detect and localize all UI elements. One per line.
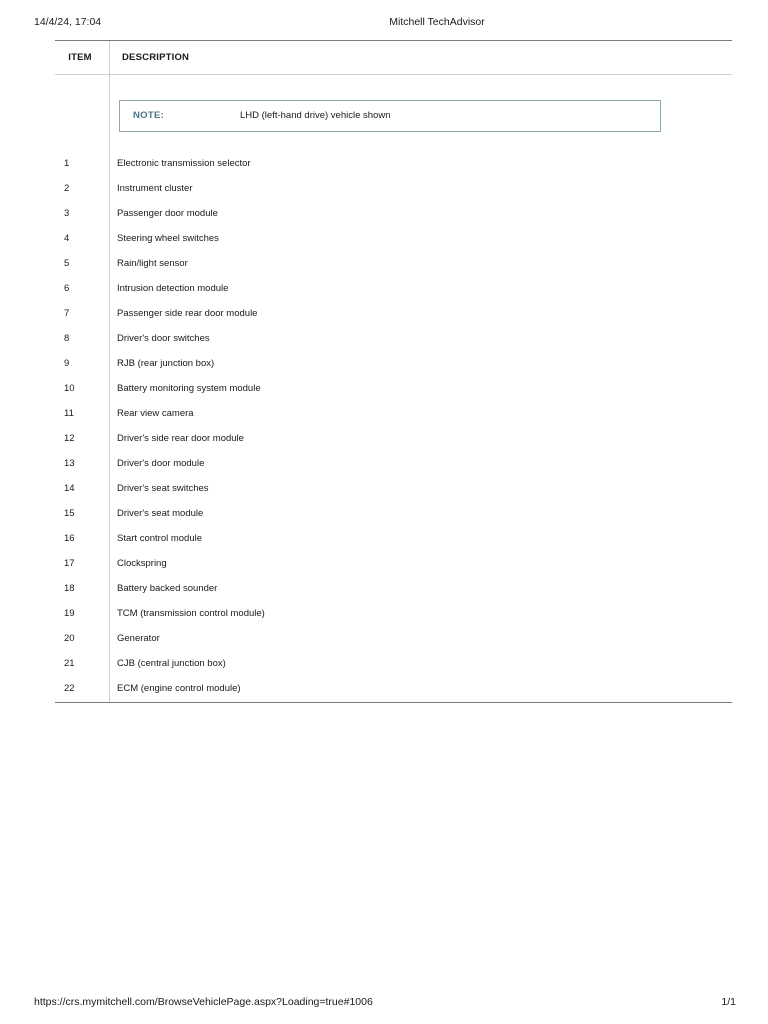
item-description: Electronic transmission selector	[117, 158, 251, 169]
table-row	[55, 404, 732, 429]
table-row	[55, 504, 732, 529]
item-number: 2	[64, 183, 70, 194]
note-box	[119, 100, 661, 132]
item-description: Driver's seat switches	[117, 483, 209, 494]
item-description: CJB (central junction box)	[117, 658, 226, 669]
item-description: Passenger side rear door module	[117, 308, 258, 319]
column-header-description: DESCRIPTION	[122, 52, 190, 63]
item-number: 19	[64, 608, 75, 619]
table-header-row	[55, 41, 732, 75]
table-row	[55, 429, 732, 454]
table-row	[55, 354, 732, 379]
table-row	[55, 479, 732, 504]
item-description: Battery monitoring system module	[117, 383, 261, 394]
item-number: 12	[64, 433, 75, 444]
table-row	[55, 554, 732, 579]
table-row	[55, 629, 732, 654]
table-row	[55, 579, 732, 604]
page-url: https://crs.mymitchell.com/BrowseVehiclePage.aspx?Loading=true#1006	[34, 996, 373, 1008]
item-number: 9	[64, 358, 70, 369]
item-number: 8	[64, 333, 70, 344]
item-description: Rain/light sensor	[117, 258, 188, 269]
item-number: 13	[64, 458, 75, 469]
item-number: 16	[64, 533, 75, 544]
table-row	[55, 154, 732, 179]
table-row	[55, 679, 732, 704]
item-description: Start control module	[117, 533, 203, 544]
item-number: 11	[64, 408, 74, 419]
item-description: Driver's seat module	[117, 508, 204, 519]
table-row	[55, 279, 732, 304]
column-header-item: ITEM	[68, 52, 92, 63]
note-label: NOTE:	[133, 110, 165, 121]
item-description: Intrusion detection module	[117, 283, 229, 294]
item-description: Steering wheel switches	[117, 233, 219, 244]
item-number: 20	[64, 633, 75, 644]
item-number: 5	[64, 258, 70, 269]
item-number: 14	[64, 483, 75, 494]
table-row	[55, 204, 732, 229]
table-row	[55, 379, 732, 404]
table-row	[55, 304, 732, 329]
parts-table	[55, 40, 732, 703]
item-description: Generator	[117, 633, 160, 644]
page-title: Mitchell TechAdvisor	[389, 16, 485, 28]
item-description: Rear view camera	[117, 408, 194, 419]
table-row	[55, 329, 732, 354]
item-description: Clockspring	[117, 558, 167, 569]
table-row	[55, 454, 732, 479]
item-description: Passenger door module	[117, 208, 218, 219]
item-description: Driver's side rear door module	[117, 433, 244, 444]
item-number: 17	[64, 558, 75, 569]
table-row	[55, 529, 732, 554]
note-text: LHD (left-hand drive) vehicle shown	[240, 110, 391, 121]
item-description: Instrument cluster	[117, 183, 193, 194]
item-number: 21	[64, 658, 75, 669]
table-row	[55, 254, 732, 279]
item-number: 3	[64, 208, 70, 219]
item-number: 10	[64, 383, 75, 394]
item-number: 4	[64, 233, 70, 244]
table-row	[55, 229, 732, 254]
item-description: TCM (transmission control module)	[117, 608, 265, 619]
item-number: 6	[64, 283, 70, 294]
item-description: ECM (engine control module)	[117, 683, 241, 694]
page-number: 1/1	[721, 996, 736, 1008]
item-number: 15	[64, 508, 75, 519]
item-description: Driver's door switches	[117, 333, 210, 344]
table-row	[55, 179, 732, 204]
item-description: RJB (rear junction box)	[117, 358, 215, 369]
table-row	[55, 604, 732, 629]
item-description: Driver's door module	[117, 458, 205, 469]
item-description: Battery backed sounder	[117, 583, 218, 594]
table-body	[55, 154, 732, 704]
print-datetime: 14/4/24, 17:04	[34, 16, 102, 28]
item-number: 22	[64, 683, 75, 694]
item-number: 18	[64, 583, 75, 594]
item-number: 7	[64, 308, 70, 319]
table-row	[55, 654, 732, 679]
item-number: 1	[64, 158, 70, 169]
